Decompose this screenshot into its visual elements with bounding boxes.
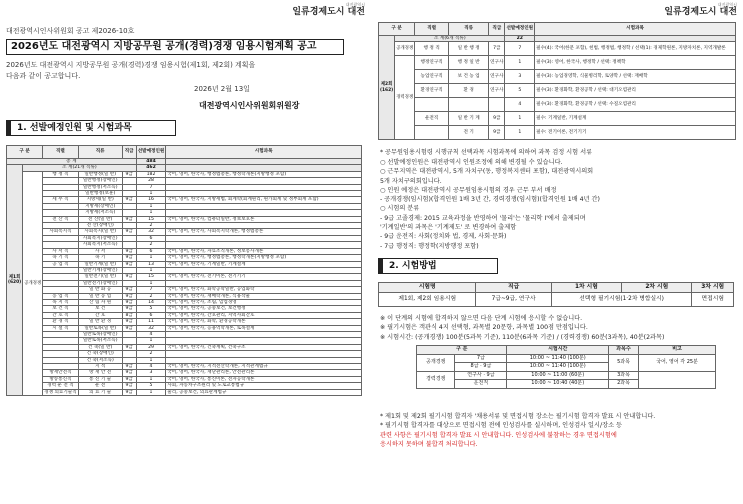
intro-line-2: 다음과 같이 공고합니다.	[6, 72, 81, 80]
tt-subject-count: 3과목	[609, 371, 639, 380]
mt-head-0: 시험명	[379, 283, 476, 293]
t2-grade: 7급	[489, 42, 505, 56]
t1-subjects: 국어, 영어, 한국사, 지방세법, 회계학(회계원리, 원가회계 및 정부회계 포함)	[166, 197, 362, 203]
table-row	[379, 112, 736, 126]
t2-grade: 9급	[489, 112, 505, 126]
logo-text: 일류경제도시 대전	[292, 7, 365, 17]
table-row	[379, 126, 736, 140]
tt-grade: 8급 · 9급	[455, 363, 507, 372]
note-line: ※ 시험시간: (공개경쟁) 100분(5과목 기준), 110분(6과목 기준) / (경력경쟁) 60분(3과목), 40분(2과목)	[380, 333, 665, 341]
t1-class: 건 축(일 반)	[78, 344, 122, 350]
note-line: ○ 시험의 분류	[380, 205, 420, 213]
t1-class: 일반행정(장애인)	[78, 178, 122, 184]
t1-count: 2	[136, 242, 166, 248]
t1-subjects: 사회, 자동차구조원리 및 도로교통법규	[166, 383, 362, 389]
t1-count: 7	[136, 184, 166, 190]
t1-class: 지 적	[78, 364, 122, 370]
t2-class	[449, 98, 489, 112]
t2-head-count: 선발예정인원	[505, 23, 535, 36]
t1-count: 32	[136, 229, 166, 235]
t1-class: 일반전기(장애인)	[78, 280, 122, 286]
table-row	[379, 98, 736, 112]
mt-head-2: 1차 시험	[551, 283, 621, 293]
t1-class: 건 축(저소득)	[78, 357, 122, 363]
t2-head-subjects: 시험과목	[535, 23, 736, 36]
t1-class: 지방세(저소득)	[78, 210, 122, 216]
t1-class: 일반행정(보훈)	[78, 191, 122, 197]
t1-subjects: 국어, 영어, 한국사, 전기이론, 전기기기	[166, 274, 362, 280]
t2-subjects: 필수(3): 농업경영학, 식물병리학, 토양학 / 선택: 재배학	[535, 70, 736, 84]
t1-grade: 9급	[122, 171, 136, 177]
tt-remarks-empty	[639, 371, 716, 388]
t1-grade: 9급	[122, 274, 136, 280]
tt-time: 10:00 ~ 11:00 (60분)	[507, 371, 609, 380]
t1-grade: 9급	[122, 389, 136, 395]
t2-count: 4	[505, 98, 535, 112]
t2-footnote-text: * 공무원임용시험령 시행규칙 선택과목 시험과목에 의하여 과목 검정 시험 서류	[380, 149, 593, 156]
t2-subjects: 필수(3): 환경화학, 환경공학 / 선택: 수질오염관리	[535, 98, 736, 112]
table-row	[379, 56, 736, 70]
selection-notes	[380, 158, 735, 251]
note-line: ※ 이 단계의 시험에 합격하지 않으면 다음 단계 시험에 응시할 수 없습니다.	[380, 315, 583, 322]
t2-subtotal-label: 소 계(6개 직류)	[395, 36, 505, 42]
logo-caption-right: 대전광역시	[717, 2, 737, 7]
t1-series: 공 업 직	[43, 261, 79, 267]
t1-class: 일 반 환 경	[78, 319, 122, 325]
t1-class: 일반행정(저소득)	[78, 184, 122, 190]
t1-subjects: 국어, 영어, 한국사, 응용역학개론, 토목설계	[166, 325, 362, 331]
t1-grade: 9급	[122, 216, 136, 222]
t1-total-label: 총 계	[7, 159, 137, 165]
t1-grade: 9급	[122, 325, 136, 331]
t1-subjects: 국어, 영어, 한국사, 재난관리론, 안전관리론	[166, 370, 362, 376]
t1-head-class: 직류	[78, 146, 122, 159]
section-2-heading	[378, 258, 498, 274]
t1-series: 방재안전직	[43, 370, 79, 376]
t1-class: 일 반 농 업	[78, 293, 122, 299]
tt-head-time: 시험시간	[507, 346, 609, 355]
t1-count: 14	[136, 299, 166, 305]
tt-remarks: 국어, 영어 각 25분	[639, 354, 716, 371]
t2-series: 행 정 직	[415, 42, 449, 56]
t1-head-subjects: 시험과목	[166, 146, 362, 159]
t1-count: 29	[136, 344, 166, 350]
t2-count: 7	[505, 42, 535, 56]
t1-subjects: 국어, 영어, 한국사, 지적전산학개론, 지적관계법규	[166, 364, 362, 370]
notice-intro	[6, 60, 351, 82]
note-line: - 9급 고졸경제: 2015 교육과정을 반영하여 '물리'는 '물리학 I'에서 출제되며	[380, 214, 586, 222]
tt-head-remarks: 비고	[639, 346, 716, 355]
tt-grade: 운전직	[455, 380, 507, 389]
t2-grade: 연구사	[489, 84, 505, 98]
table-row	[379, 42, 736, 56]
tt-grade: 7급	[455, 354, 507, 363]
t1-class: 일반토목(저소득)	[78, 338, 122, 344]
t1-class: 사회복지(일 반)	[78, 229, 122, 235]
t1-count: 11	[136, 319, 166, 325]
t1-class: 속 기	[78, 255, 122, 261]
note-line: 5개 자치구의회입니다.	[380, 177, 442, 185]
t2-exam-count: (162)	[380, 87, 394, 93]
section-2-number: 2.	[389, 261, 399, 271]
section-1-heading	[6, 120, 176, 136]
t1-exam-count: (620)	[8, 280, 22, 286]
t1-series: 간 호 직	[43, 312, 79, 318]
t2-group-career: 경력경쟁	[395, 56, 415, 140]
table-row	[7, 197, 362, 203]
tt-grade: 연구사 · 9급	[455, 371, 507, 380]
section-2-title: 시험방법	[401, 261, 437, 271]
t1-subjects: 국어, 영어, 한국사, 행정법총론, 행정학개론(지방행정 포함)	[166, 171, 362, 177]
t2-subtotal-value: 22	[505, 36, 535, 42]
t1-series: 경력 운 전 직	[43, 383, 79, 389]
t1-grade: 9급	[122, 376, 136, 382]
t2-series	[415, 98, 449, 112]
t2-class: 전 기	[449, 126, 489, 140]
right-page	[376, 0, 741, 504]
note-line: 관련 사항은 필기시험 합격자 발표 시 안내합니다. 인성검사에 불참하는 경우 면접시험에	[380, 431, 617, 439]
t1-grade: 9급	[122, 287, 136, 293]
t1-grade: 9급	[122, 293, 136, 299]
t1-subtotal-label: 소 계(21개 직류)	[23, 165, 137, 171]
t1-head-series: 직렬	[43, 146, 79, 159]
selection-table-2	[378, 22, 736, 140]
mt-head-1: 직급	[476, 283, 551, 293]
mt-grade: 7급~9급, 연구사	[476, 293, 551, 307]
t1-group-label: 공개경쟁	[23, 171, 43, 395]
mt-written-exam: 선택형 필기시험(1·2차 병합실시)	[551, 293, 692, 307]
note-line: '기계일반'의 과목은 '기계제도' 로 변경하여 출제함	[380, 224, 517, 232]
t2-subjects: 필수: 전기이론, 전기기기	[535, 126, 736, 140]
t1-count: 1	[136, 255, 166, 261]
t1-grade: 9급	[122, 255, 136, 261]
t2-grade: 9급	[489, 126, 505, 140]
t1-class: 건 축(장애인)	[78, 351, 122, 357]
t1-subjects: 국어, 영어, 한국사, 사회복지학개론, 행정법총론	[166, 229, 362, 235]
t1-grade: 9급	[122, 306, 136, 312]
t1-grade: 9급	[122, 248, 136, 254]
t1-subjects: 국어, 영어, 한국사, 기계일반, 기계설계	[166, 261, 362, 267]
t2-head-series: 직렬	[415, 23, 449, 36]
t1-class: 일반토목(일 반)	[78, 325, 122, 331]
t1-count: 32	[136, 325, 166, 331]
t1-subjects: 국어, 영어, 한국사, 재배학개론, 식용작물	[166, 293, 362, 299]
tt-head-subjects: 과목수	[609, 346, 639, 355]
t1-count: 4	[136, 331, 166, 337]
t2-series: 농업연구직	[415, 70, 449, 84]
t1-count: 16	[136, 197, 166, 203]
t1-count: 2	[136, 223, 166, 229]
note-line: - 7급 행정직: 행정학(지방행정 포함)	[380, 242, 479, 250]
t1-grade: 9급	[122, 344, 136, 350]
t2-grade: 연구사	[489, 70, 505, 84]
t1-exam-name: 제1회	[8, 274, 21, 280]
t2-series: 환경연구직	[415, 84, 449, 98]
t1-head-grade: 직급	[122, 146, 136, 159]
notice-number: 대전광역시인사위원회 공고 제2026-10호	[6, 27, 135, 35]
t2-exam-name: 제2회	[380, 82, 393, 88]
t1-series: 농 업 직	[43, 293, 79, 299]
t1-count: 28	[136, 178, 166, 184]
exam-time-table	[416, 345, 716, 389]
t2-head-class: 직류	[449, 23, 489, 36]
method-table	[378, 282, 734, 307]
t1-series: 세 무 직	[43, 197, 79, 203]
note-line: 응시하지 못하며 불합격 처리합니다.	[380, 440, 478, 448]
notice-issuer: 대전광역시인사위원회위원장	[199, 101, 300, 110]
t2-class: 일 반 행 정	[449, 42, 489, 56]
table2-footnote	[380, 148, 735, 157]
tt-time: 10:00 ~ 11:40 (100분)	[507, 363, 609, 372]
t1-subjects: 국어, 영어, 한국사, 간호관리, 지역사회간호	[166, 312, 362, 318]
t1-count: 182	[136, 171, 166, 177]
method-notes	[380, 314, 735, 342]
t1-exam-label	[7, 165, 23, 396]
t1-class: 지방세(일 반)	[78, 197, 122, 203]
t2-subjects: 필수: 기계일반, 기계설계	[535, 112, 736, 126]
t2-group-open: 공개경쟁	[395, 42, 415, 56]
section-1-title: 선발예정인원 및 시험과목	[29, 123, 132, 133]
t1-class: 통 신 기 술	[78, 376, 122, 382]
t1-series: 녹 지 직	[43, 299, 79, 305]
t1-count: 6	[136, 248, 166, 254]
note-line: ○ 근무지역은 대전광역시, 5개 자치구(동, 행정복지센터 포함), 대전광역시의회	[380, 168, 594, 176]
t1-class: 일반기계(일 반)	[78, 261, 122, 267]
t1-class: 전 산(장애인)	[78, 223, 122, 229]
t1-count: 2	[136, 351, 166, 357]
t1-class: 전 산(일 반)	[78, 216, 122, 222]
t2-count: 5	[505, 84, 535, 98]
t1-subjects: 국어, 영어, 한국사, 통신이론, 전자공학개론	[166, 376, 362, 382]
t1-count: 15	[136, 216, 166, 222]
t2-count: 3	[505, 70, 535, 84]
t1-class: 산 림 자 원	[78, 299, 122, 305]
t1-count: 1	[136, 376, 166, 382]
note-line: - 공개경쟁(임시험)(합격인원 1배 3년 간, 경력경쟁(임시험)(합격인원 1배 4년 간)	[380, 196, 600, 204]
t1-grade: 9급	[122, 370, 136, 376]
t1-count: 2	[136, 293, 166, 299]
t2-count: 1	[505, 126, 535, 140]
mt-interview: 면접시험	[692, 293, 734, 307]
t1-class: 사회복지(저소득)	[78, 242, 122, 248]
t1-series: 행 정 직	[43, 171, 79, 177]
t1-series: 사 서 직	[43, 248, 79, 254]
t1-subjects: 국어, 영어, 한국사, 컴퓨터일반, 정보보호론	[166, 216, 362, 222]
t1-class: 사회복지(장애인)	[78, 235, 122, 241]
mt-head-3: 2차 시험	[622, 283, 692, 293]
t1-class: 일반행정(일 반)	[78, 171, 122, 177]
t1-class: 간 호	[78, 312, 122, 318]
t1-series: 환 경 직	[43, 319, 79, 325]
t1-count: 1	[136, 191, 166, 197]
t1-grade: 8급	[122, 312, 136, 318]
t1-count: 1	[136, 338, 166, 344]
t1-class: 일반기계(장애인)	[78, 267, 122, 273]
t1-count: 5	[136, 306, 166, 312]
t1-series: 보 건 직	[43, 306, 79, 312]
t2-subjects: 필수(3): 환경화학, 환경공학 / 선택: 대기오염관리	[535, 84, 736, 98]
t2-grade: 연구사	[489, 56, 505, 70]
t1-count: 5	[136, 383, 166, 389]
t1-count: 1	[136, 389, 166, 395]
t1-count: 6	[136, 235, 166, 241]
t1-grade: 9급	[122, 197, 136, 203]
t1-subjects: 국어, 영어, 한국사, 화학공학일반, 공업화학	[166, 287, 362, 293]
t1-count: 7	[136, 287, 166, 293]
left-page	[4, 0, 369, 504]
t1-class: 일반전기(일 반)	[78, 274, 122, 280]
t1-class: 일 반 화 공	[78, 287, 122, 293]
t1-subjects: 국어, 영어, 한국사, 자료조직개론, 정보봉사개론	[166, 248, 362, 254]
t1-count: 15	[136, 274, 166, 280]
t1-class: 운 전	[78, 383, 122, 389]
t1-series: 경쟁 의료기술직	[44, 389, 77, 395]
t1-grade: 9급	[122, 364, 136, 370]
t1-head-category: 구 분	[7, 146, 43, 159]
t1-class: 보 건	[78, 306, 122, 312]
t1-count: 4	[136, 364, 166, 370]
tt-time: 10:00 ~ 10:40 (40분)	[507, 380, 609, 389]
t1-class: 사 서	[78, 248, 122, 254]
t1-subjects: 국어, 영어, 한국사, 화학, 환경공학개론	[166, 319, 362, 325]
t2-count: 1	[505, 56, 535, 70]
note-line: * 제1회 및 제2회 필기시험 합격자 '채용서류 및 면접시험 장소는 필기시험 합격자 발표 시 안내합니다.	[380, 413, 656, 420]
notice-title: 2026년도 대전광역시 지방공무원 공개(경력)경쟁 임용시험계획 공고	[6, 39, 344, 55]
note-line: ○ 선발예정인원은 대전광역시 인원조정에 의해 변경될 수 있습니다.	[380, 159, 563, 166]
intro-line-1: 2026년도 대전광역시 지방공무원 공개(경력)경쟁 임용시험(제1회, 제2회) 계획을	[6, 61, 256, 69]
t1-head-count: 선발예정인원	[136, 146, 166, 159]
tt-open-label: 공개경쟁	[417, 354, 455, 371]
city-logo	[292, 2, 365, 17]
table-row	[379, 70, 736, 84]
t1-grade: 9급	[122, 383, 136, 389]
tt-subject-count: 2과목	[609, 380, 639, 389]
t2-exam-label	[379, 36, 395, 140]
t1-series: 방송통신직	[43, 376, 79, 382]
note-line: ※ 필기시험은 객관식 4지 선택형, 과목별 20문항, 과목별 100점 만점입니다.	[380, 324, 588, 332]
t2-series	[415, 126, 449, 140]
tt-subject-count: 5과목	[609, 354, 639, 371]
t1-total-value: 484	[136, 159, 166, 165]
table-row	[379, 84, 736, 98]
t1-count: 1	[136, 357, 166, 363]
note-line: - 9급 운전직: 사회(정치와 법, 경제, 사회·문화)	[380, 233, 507, 241]
logo-caption: 대전광역시	[345, 2, 365, 7]
t1-class: 의 료 기 술	[78, 389, 122, 395]
t2-class: 환 경	[449, 84, 489, 98]
t1-series: 사회복지직	[43, 229, 79, 235]
t2-head-category: 구 분	[379, 23, 415, 36]
tt-time: 10:00 ~ 11:40 (100분)	[507, 354, 609, 363]
t1-class: 방 재 안 전	[78, 370, 122, 376]
mt-exam-name: 제1회, 제2회 임용시험	[379, 293, 476, 307]
t1-subjects: 국어, 영어, 한국사, 건축계획, 건축구조	[166, 344, 362, 350]
t1-series: 전 산 직	[43, 216, 79, 222]
t1-subjects: 물리, 공중보건, 의료관계법규	[166, 389, 362, 395]
t2-subjects: 필수(4): 국어(한문 포함), 헌법, 행정법, 행정학 / 선택(1): 경제학원론, 지방자치론, 지역개발론	[535, 42, 736, 56]
final-notes	[380, 412, 735, 449]
t1-count: 1	[136, 210, 166, 216]
t2-head-grade: 직급	[489, 23, 505, 36]
t1-grade: 9급	[122, 299, 136, 305]
tt-head-category: 구 분	[417, 346, 507, 355]
t1-count: 1	[136, 280, 166, 286]
t1-series: 시 설 직	[43, 325, 79, 331]
t1-grade: 9급	[122, 319, 136, 325]
table-row	[7, 389, 362, 395]
t2-class: 일 반 기 계	[449, 112, 489, 126]
mt-head-4: 3차 시험	[692, 283, 734, 293]
notice-date: 2026년 2월 13일	[194, 85, 250, 93]
note-line: ○ 인원 예정은 대전광역시 공무원임용시험의 경우 근무 부서 배정	[380, 186, 557, 194]
t2-subjects: 필수(3): 영어, 한국사, 행정학 / 선택: 정책학	[535, 56, 736, 70]
t1-subjects: 국어, 영어, 한국사, 조림, 임업경영	[166, 299, 362, 305]
t1-class: 일반토목(장애인)	[78, 331, 122, 337]
t2-grade	[489, 98, 505, 112]
t1-subjects: 국어, 영어, 한국사, 공중보건, 보건행정	[166, 306, 362, 312]
tt-career-label: 경력경쟁	[417, 371, 455, 388]
t1-count: 1	[136, 267, 166, 273]
selection-table-1	[6, 145, 362, 396]
t2-class: 보 건 농 업	[449, 70, 489, 84]
t2-series: 운전직	[415, 112, 449, 126]
t2-count: 1	[505, 112, 535, 126]
t1-grade: 9급	[122, 229, 136, 235]
section-1-number: 1.	[17, 123, 27, 133]
t2-series: 행정연구직	[415, 56, 449, 70]
t1-grade: 9급	[122, 261, 136, 267]
t1-count: 1	[136, 203, 166, 209]
city-logo-right	[664, 2, 737, 17]
note-line: * 필기시험 합격자를 대상으로 면접시험 전에 인성검사를 실시하며, 인성검사 일시/장소 등	[380, 422, 622, 430]
t1-series: 속 기 직	[43, 255, 79, 261]
t1-subtotal-value: 462	[136, 165, 166, 171]
t1-count: 3	[136, 370, 166, 376]
t1-subjects: 국어, 영어, 한국사, 행정법총론, 행정학개론(지방행정 포함)	[166, 255, 362, 261]
t1-count: 13	[136, 261, 166, 267]
t1-class: 지방세(장애인)	[78, 203, 122, 209]
t2-class: 행 정 일 반	[449, 56, 489, 70]
logo-text-right: 일류경제도시 대전	[664, 7, 737, 17]
t1-count: 6	[136, 312, 166, 318]
